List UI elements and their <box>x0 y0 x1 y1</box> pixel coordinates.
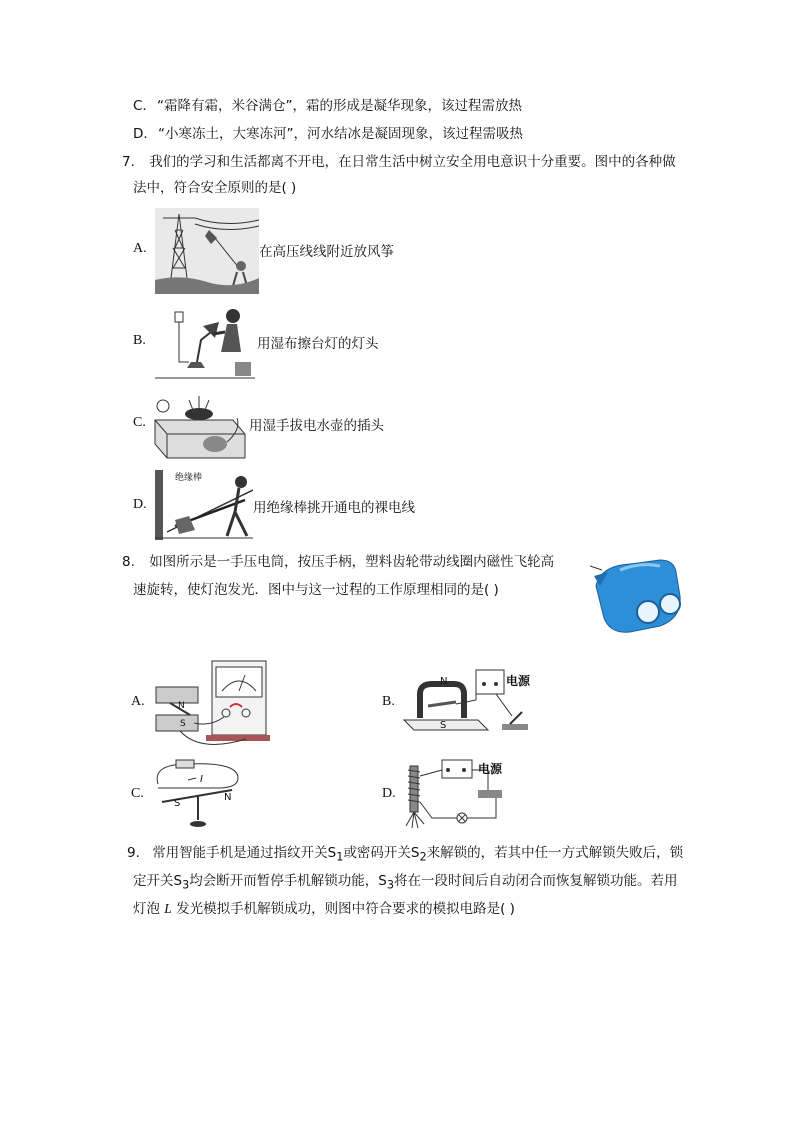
wet-hand-plug-image <box>153 390 249 460</box>
generator-galvanometer-image <box>150 657 270 757</box>
q8d-power-label: 电源 <box>478 762 503 776</box>
q8c-label-n: N <box>224 792 232 803</box>
q9-line-3: 灯泡 L 发光模拟手机解锁成功，则图中符合要求的模拟电路是( ) <box>133 901 515 917</box>
q8a-label-n: N <box>178 701 185 711</box>
q8c-label-i: I <box>200 774 203 785</box>
motor-with-power-image <box>402 664 538 742</box>
q8-option-c-letter: C. <box>131 786 144 801</box>
q9-line-2: 定开关$S_3$均会断开而暂停手机解锁功能，$S_3$将在一段时间后自动闭合而恢复解锁功能。若用 <box>133 873 678 892</box>
q8-line-1: 8. 如图所示是一手压电筒，按压手柄，塑料齿轮带动线圈内磁性飞轮高 <box>122 554 555 570</box>
q8-option-b-letter: B. <box>382 694 395 709</box>
oersted-experiment-image <box>148 758 242 832</box>
q7-option-c-letter: C. <box>133 415 146 430</box>
q8-option-a-letter: A. <box>131 694 145 709</box>
insulating-rod-image <box>155 470 253 540</box>
q7-option-b-caption: 用湿布擦台灯的灯头 <box>257 336 379 352</box>
q7-line-1: 7. 我们的学习和生活都离不开电，在日常生活中树立安全用电意识十分重要。图中的各种做 <box>122 154 676 170</box>
q8b-label-n: N <box>440 676 448 687</box>
q8b-label-s: S <box>440 720 447 731</box>
hand-flashlight-image <box>590 556 694 636</box>
option-d-prev: D. “小寒冻土，大寒冻河”，河水结冰是凝固现象，该过程需吸热 <box>133 126 523 142</box>
q8-option-d-letter: D. <box>382 786 396 801</box>
q9-line-1: 9. 常用智能手机是通过指纹开关$S_1$或密码开关$S_2$来解锁的，若其中任一方式解锁失败后，锁 <box>127 845 684 864</box>
wiping-lamp-image <box>155 302 255 380</box>
insulating-rod-label: 绝缘棒 <box>175 473 203 483</box>
q7-option-a-letter: A. <box>133 241 147 256</box>
q7-option-d-caption: 用绝缘棒挑开通电的裸电线 <box>253 500 415 516</box>
kite-near-power-line-image <box>155 208 259 294</box>
q8c-label-s: S <box>174 798 181 809</box>
q8b-power-label: 电源 <box>506 674 531 688</box>
q7-option-c-caption: 用湿手拔电水壶的插头 <box>249 418 384 434</box>
electromagnet-image <box>402 756 538 834</box>
q8a-label-s: S <box>180 719 186 729</box>
q7-option-d-letter: D. <box>133 497 147 512</box>
q7-option-a-caption: 在高压线线附近放风筝 <box>259 244 394 260</box>
q7-line-2: 法中，符合安全原则的是( ) <box>133 180 297 196</box>
q8-line-2: 速旋转，使灯泡发光．图中与这一过程的工作原理相同的是( ) <box>133 582 499 598</box>
option-c-prev: C. “霜降有霜，米谷满仓”，霜的形成是凝华现象，该过程需放热 <box>133 98 523 114</box>
q7-option-b-letter: B. <box>133 333 146 348</box>
